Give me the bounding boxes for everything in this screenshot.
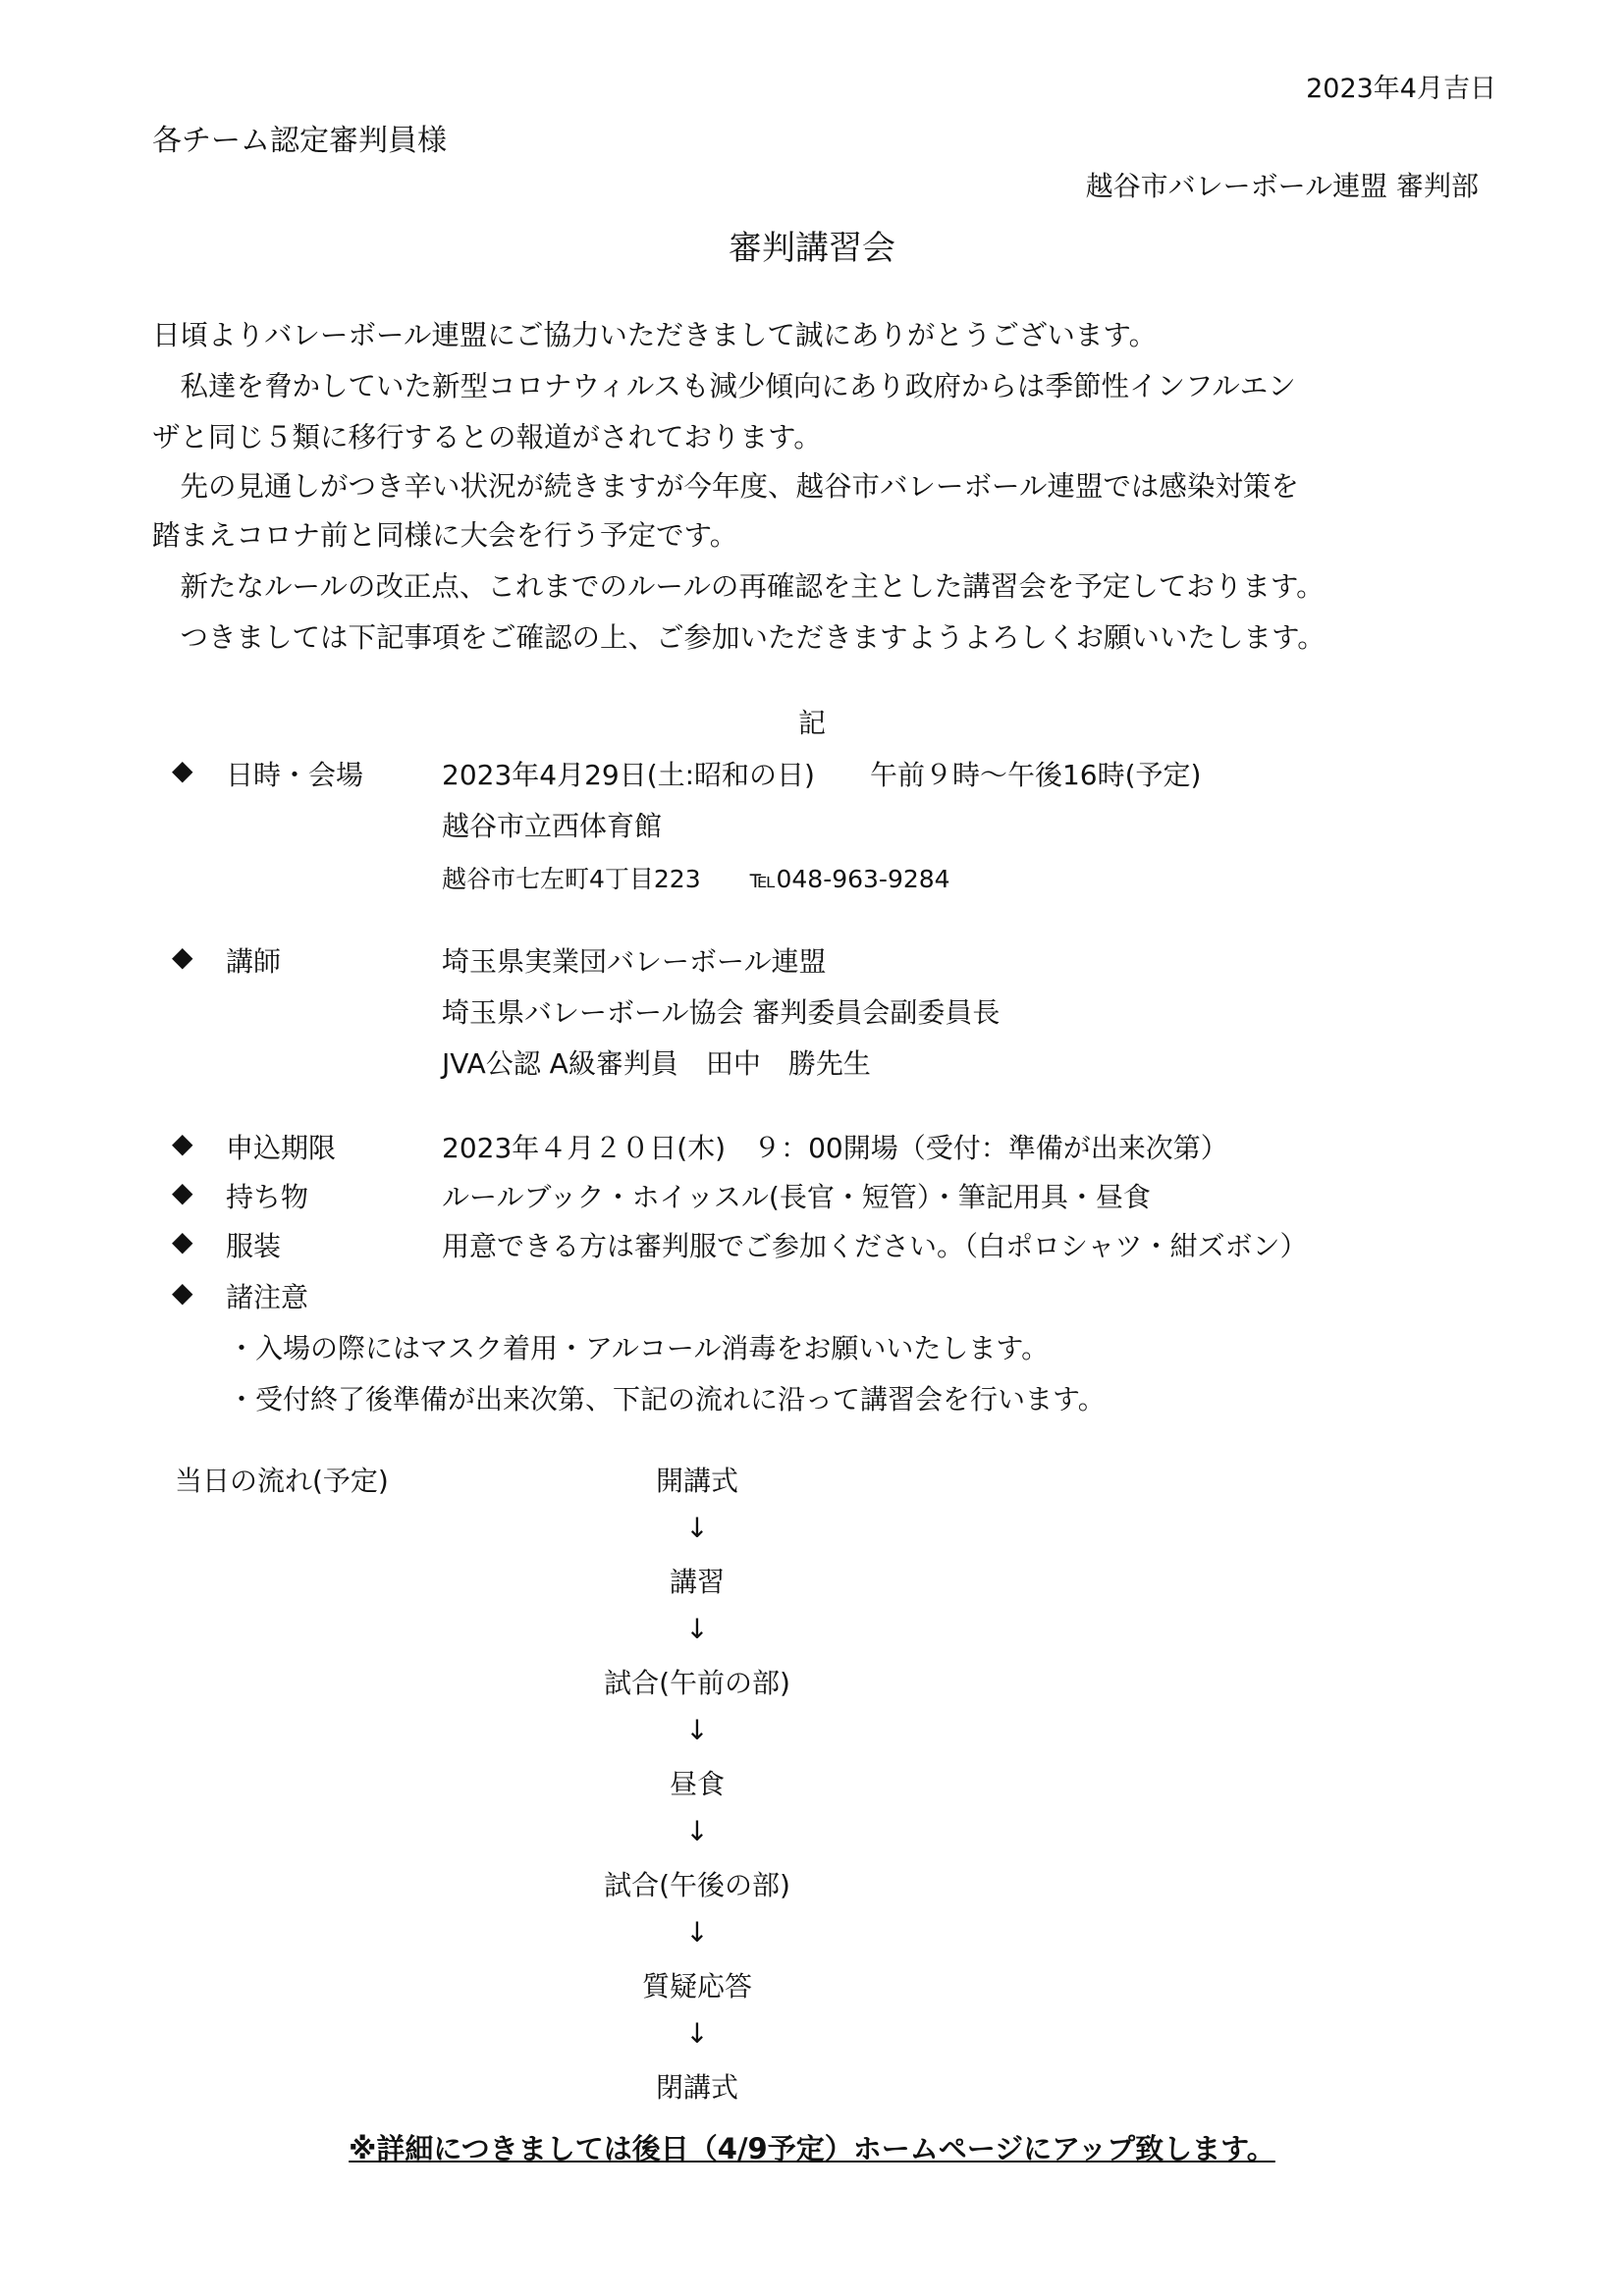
detail-label: 申込期限: [226, 1132, 337, 1164]
diamond-bullet-icon: ◆: [172, 1225, 193, 1257]
detail-value: 2023年4月29日(土:昭和の日) 午前９時～午後16時(予定): [442, 759, 1202, 791]
body-paragraph: 新たなルールの改正点、これまでのルールの再確認を主とした講習会を予定しております。: [152, 570, 1325, 603]
flow-step: 質疑応答: [641, 1970, 752, 2002]
detail-lecturer: [172, 940, 1448, 980]
body-paragraph: 先の見通しがつき辛い状況が続きますが今年度、越谷市バレーボール連盟では感染対策を: [152, 470, 1299, 503]
detail-belongings: [172, 1176, 1448, 1215]
down-arrow-icon: ↓: [685, 1815, 709, 1847]
detail-venue: [172, 805, 1448, 844]
organization: 越谷市バレーボール連盟 審判部: [1085, 170, 1479, 202]
body-paragraph: 踏まえコロナ前と同様に大会を行う予定です。: [152, 519, 738, 552]
detail-lecturer-line: [172, 991, 1448, 1031]
footer-notice: ※詳細につきましては後日（4/9予定）ホームページにアップ致します。: [349, 2132, 1275, 2165]
detail-label: 日時・会場: [226, 759, 364, 791]
flow-step: 閉講式: [655, 2071, 738, 2104]
detail-value: 用意できる方は審判服でご参加ください。（白ポロシャツ・紺ズボン）: [442, 1230, 1308, 1262]
detail-datetime: [172, 754, 1448, 793]
down-arrow-icon: ↓: [685, 1512, 709, 1544]
diamond-bullet-icon: ◆: [172, 1127, 193, 1159]
diamond-bullet-icon: ◆: [172, 940, 193, 973]
flow-label: 当日の流れ(予定): [175, 1465, 389, 1497]
detail-address: [172, 860, 1448, 899]
detail-notes: [172, 1276, 1448, 1315]
down-arrow-icon: ↓: [685, 2017, 709, 2050]
diamond-bullet-icon: ◆: [172, 1176, 193, 1208]
detail-lecturer-line: [172, 1042, 1448, 1082]
flow-step: 昼食: [669, 1768, 725, 1800]
note-item: ・受付終了後準備が出来次第、下記の流れに沿って講習会を行います。: [228, 1383, 1106, 1415]
body-paragraph: つきましては下記事項をご確認の上、ご参加いただきますようよろしくお願いいたします。: [152, 621, 1326, 654]
detail-value: ルールブック・ホイッスル(長官・短管）・筆記用具・昼食: [442, 1181, 1151, 1213]
detail-label: 講師: [226, 945, 282, 978]
ki-heading: 記: [797, 707, 826, 739]
detail-value: 越谷市立西体育館: [442, 810, 663, 842]
diamond-bullet-icon: ◆: [172, 1276, 193, 1308]
detail-deadline: [172, 1127, 1448, 1166]
down-arrow-icon: ↓: [685, 1613, 709, 1645]
body-paragraph: 私達を脅かしていた新型コロナウィルスも減少傾向にあり政府からは季節性インフルエン: [152, 370, 1296, 402]
page-title: 審判講習会: [729, 229, 895, 268]
body-paragraph: ザと同じ５類に移行するとの報道がされております。: [152, 421, 822, 454]
detail-value: 埼玉県実業団バレーボール連盟: [442, 945, 827, 978]
down-arrow-icon: ↓: [685, 1916, 709, 1949]
detail-label: 持ち物: [226, 1181, 309, 1213]
detail-value: 埼玉県バレーボール協会 審判委員会副委員長: [442, 996, 1001, 1029]
flow-step: 講習: [669, 1566, 725, 1598]
flow-step: 試合(午前の部): [604, 1667, 790, 1699]
addressee: 各チーム認定審判員様: [152, 124, 447, 158]
detail-value: 越谷市七左町4丁目223 ℡048-963-9284: [442, 865, 950, 893]
flow-step: 開講式: [655, 1465, 738, 1497]
issue-date: 2023年4月吉日: [1306, 74, 1496, 104]
flow-step: 試合(午後の部): [604, 1869, 790, 1901]
diamond-bullet-icon: ◆: [172, 754, 193, 786]
body-paragraph: 日頃よりバレーボール連盟にご協力いただきまして誠にありがとうございます。: [152, 319, 1158, 351]
detail-attire: [172, 1225, 1448, 1264]
detail-value: 2023年４月２０日(木) ９：00開場（受付：準備が出来次第）: [442, 1132, 1228, 1164]
detail-label: 諸注意: [226, 1281, 309, 1313]
detail-label: 服装: [226, 1230, 282, 1262]
note-item: ・入場の際にはマスク着用・アルコール消毒をお願いいたします。: [228, 1332, 1050, 1364]
detail-value: JVA公認 A級審判員 田中 勝先生: [442, 1047, 871, 1080]
down-arrow-icon: ↓: [685, 1714, 709, 1746]
